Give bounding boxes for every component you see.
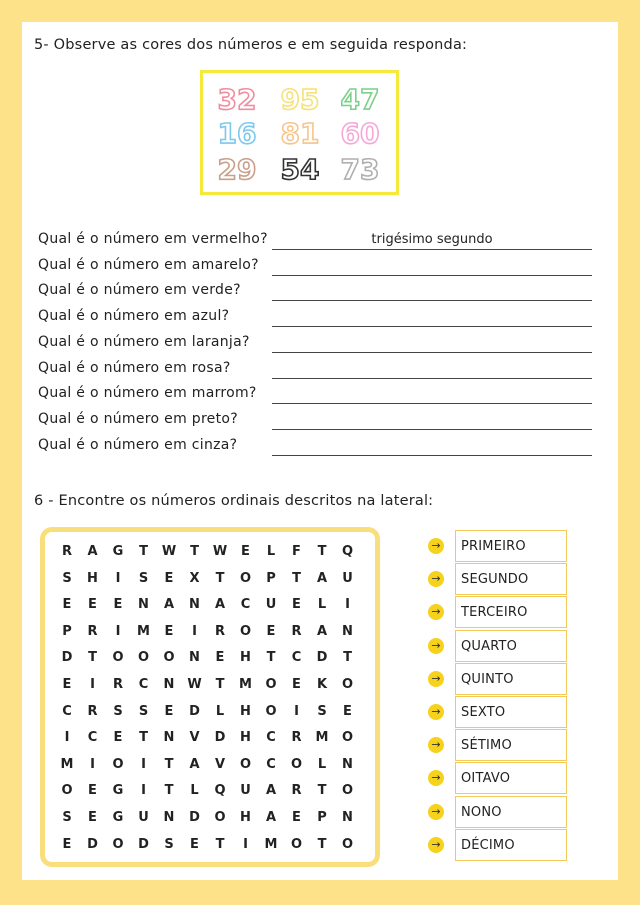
grid-letter[interactable]: T xyxy=(164,756,174,772)
grid-letter[interactable]: E xyxy=(190,836,199,852)
grid-letter[interactable]: S xyxy=(138,570,149,586)
grid-letter[interactable]: E xyxy=(88,783,97,799)
colored-number: 95 xyxy=(280,83,320,116)
grid-letter[interactable]: R xyxy=(87,623,98,639)
answer-line xyxy=(272,300,592,301)
grid-letter[interactable]: I xyxy=(90,677,95,692)
grid-letter[interactable]: U xyxy=(342,570,353,586)
grid-letter[interactable]: R xyxy=(61,544,72,559)
grid-letter[interactable]: H xyxy=(240,810,251,825)
grid-letter[interactable]: I xyxy=(243,836,248,852)
grid-letter[interactable]: A xyxy=(189,756,200,772)
answer-text[interactable]: trigésimo segundo xyxy=(371,232,493,247)
grid-letter[interactable]: N xyxy=(342,623,353,639)
answer-line xyxy=(272,326,592,327)
grid-letter[interactable]: O xyxy=(265,703,277,719)
grid-letter[interactable]: R xyxy=(214,623,225,639)
section6-title: 6 - Encontre os números ordinais descritos na lateral: xyxy=(34,493,434,509)
grid-letter[interactable]: Q xyxy=(214,783,226,799)
answer-line xyxy=(272,429,592,430)
grid-letter[interactable]: O xyxy=(163,650,175,666)
colored-numbers-figure xyxy=(203,73,396,192)
grid-letter[interactable]: F xyxy=(292,544,301,559)
grid-letter[interactable]: O xyxy=(239,570,252,586)
grid-letter[interactable]: W xyxy=(212,544,228,559)
grid-letter[interactable]: R xyxy=(291,730,302,746)
grid-letter[interactable]: L xyxy=(317,597,327,613)
arrow-right-icon: → xyxy=(428,671,444,687)
grid-letter[interactable]: A xyxy=(316,570,328,586)
question-text: Qual é o número em rosa? xyxy=(38,359,231,376)
ordinal-word: PRIMEIRO xyxy=(455,530,567,562)
grid-letter[interactable]: N xyxy=(163,677,175,692)
grid-letter[interactable]: N xyxy=(342,810,353,825)
grid-letter[interactable]: O xyxy=(341,836,354,852)
grid-letter[interactable]: P xyxy=(62,623,72,639)
ordinal-word: SÉTIMO xyxy=(455,729,567,761)
grid-letter[interactable]: O xyxy=(341,677,354,692)
grid-letter[interactable]: E xyxy=(113,730,123,746)
colored-number: 29 xyxy=(217,153,257,186)
grid-letter[interactable]: M xyxy=(315,730,329,746)
grid-letter[interactable]: S xyxy=(317,703,327,719)
colored-number: 32 xyxy=(217,83,257,116)
grid-letter[interactable]: N xyxy=(163,810,175,825)
question-text: Qual é o número em preto? xyxy=(38,410,238,427)
grid-letter[interactable]: C xyxy=(266,756,276,772)
grid-letter[interactable]: T xyxy=(190,544,199,559)
grid-letter[interactable]: E xyxy=(241,544,250,559)
grid-letter[interactable]: H xyxy=(240,730,251,746)
grid-letter[interactable]: N xyxy=(163,730,175,746)
colored-number: 16 xyxy=(217,117,257,150)
arrow-right-icon: → xyxy=(428,804,444,820)
grid-letter[interactable]: A xyxy=(265,783,277,799)
answer-line xyxy=(272,455,592,456)
grid-letter[interactable]: I xyxy=(345,597,350,613)
grid-letter[interactable]: U xyxy=(240,783,251,799)
grid-letter[interactable]: A xyxy=(87,544,98,559)
grid-letter[interactable]: S xyxy=(164,836,174,852)
grid-letter[interactable]: I xyxy=(294,703,299,719)
grid-letter[interactable]: O xyxy=(137,650,150,666)
grid-letter[interactable]: T xyxy=(317,836,327,852)
colored-number: 73 xyxy=(340,153,380,186)
colored-number: 47 xyxy=(340,83,380,116)
ordinal-word: DÉCIMO xyxy=(455,829,567,861)
worksheet-page xyxy=(22,22,618,880)
ordinal-word: SEGUNDO xyxy=(455,563,567,595)
grid-letter[interactable]: E xyxy=(88,597,97,613)
grid-letter[interactable]: U xyxy=(265,597,277,613)
question-text: Qual é o número em azul? xyxy=(38,308,230,325)
grid-letter[interactable]: K xyxy=(316,677,328,692)
grid-letter[interactable]: E xyxy=(266,623,276,639)
grid-letter[interactable]: G xyxy=(112,783,124,799)
grid-letter[interactable]: C xyxy=(266,730,276,746)
grid-letter[interactable]: R xyxy=(87,703,98,719)
grid-letter[interactable]: L xyxy=(317,756,327,772)
grid-letter[interactable]: H xyxy=(240,650,251,666)
arrow-right-icon: → xyxy=(428,571,444,587)
question-text: Qual é o número em amarelo? xyxy=(38,256,259,273)
colored-number: 60 xyxy=(340,117,380,150)
question-text: Qual é o número em marrom? xyxy=(38,385,257,402)
grid-letter[interactable]: T xyxy=(88,650,97,666)
grid-letter[interactable]: O xyxy=(290,836,303,852)
grid-letter[interactable]: E xyxy=(62,836,72,852)
grid-letter[interactable]: T xyxy=(317,783,327,799)
answer-line xyxy=(272,275,592,276)
grid-letter[interactable]: N xyxy=(189,597,200,613)
ordinal-word: TERCEIRO xyxy=(455,596,567,628)
grid-letter[interactable]: O xyxy=(239,623,252,639)
ordinal-word: QUINTO xyxy=(455,663,567,695)
grid-letter[interactable]: T xyxy=(139,730,148,746)
grid-letter[interactable]: T xyxy=(139,544,148,559)
grid-letter[interactable]: D xyxy=(316,650,328,666)
answer-line xyxy=(272,249,592,250)
grid-letter[interactable]: E xyxy=(292,597,301,613)
grid-letter[interactable]: O xyxy=(112,836,124,852)
grid-letter[interactable]: Q xyxy=(341,544,354,559)
grid-letter[interactable]: C xyxy=(62,703,72,719)
grid-letter[interactable]: S xyxy=(113,703,123,719)
answer-line xyxy=(272,352,592,353)
grid-letter[interactable]: E xyxy=(62,677,72,692)
grid-letter[interactable]: C xyxy=(87,730,98,746)
grid-letter[interactable]: G xyxy=(112,544,124,559)
grid-letter[interactable]: I xyxy=(115,623,121,639)
grid-letter[interactable]: T xyxy=(215,570,225,586)
grid-letter[interactable]: O xyxy=(290,756,303,772)
grid-letter[interactable]: W xyxy=(161,544,177,559)
grid-letter[interactable]: E xyxy=(164,623,174,639)
grid-letter[interactable]: O xyxy=(265,677,277,692)
grid-letter[interactable]: E xyxy=(62,597,72,613)
grid-letter[interactable]: D xyxy=(214,730,226,746)
arrow-right-icon: → xyxy=(428,737,444,753)
question-text: Qual é o número em laranja? xyxy=(38,333,250,350)
grid-letter[interactable]: R xyxy=(291,623,302,639)
grid-letter[interactable]: V xyxy=(214,756,226,772)
question-text: Qual é o número em cinza? xyxy=(38,436,238,453)
grid-letter[interactable]: C xyxy=(240,597,251,613)
question-text: Qual é o número em vermelho? xyxy=(38,231,268,247)
grid-letter[interactable]: S xyxy=(62,570,72,586)
ordinal-word: SEXTO xyxy=(455,696,567,728)
grid-letter[interactable]: T xyxy=(292,570,301,586)
grid-letter[interactable]: E xyxy=(292,810,301,825)
colored-number: 54 xyxy=(280,153,320,186)
answer-line xyxy=(272,378,592,379)
grid-letter[interactable]: S xyxy=(62,810,72,825)
grid-letter[interactable]: O xyxy=(61,783,73,799)
grid-letter[interactable]: M xyxy=(60,756,74,772)
grid-letter[interactable]: E xyxy=(292,677,301,692)
grid-letter[interactable]: C xyxy=(138,677,149,692)
grid-letter[interactable]: O xyxy=(112,650,124,666)
grid-letter[interactable]: E xyxy=(88,810,97,825)
ordinal-word: OITAVO xyxy=(455,762,567,794)
grid-letter[interactable]: D xyxy=(61,650,73,666)
arrow-right-icon: → xyxy=(428,770,444,786)
grid-letter[interactable]: R xyxy=(112,677,123,692)
grid-letter[interactable]: D xyxy=(87,836,98,852)
colored-numbers-box xyxy=(200,70,399,195)
grid-letter[interactable]: C xyxy=(291,650,302,666)
grid-letter[interactable]: I xyxy=(141,756,146,772)
grid-letter[interactable]: N xyxy=(138,597,149,613)
grid-letter[interactable]: T xyxy=(164,783,174,799)
grid-letter[interactable]: L xyxy=(266,544,276,559)
grid-letter[interactable]: H xyxy=(87,570,98,586)
grid-letter[interactable]: O xyxy=(112,756,124,772)
grid-letter[interactable]: P xyxy=(317,810,327,825)
answer-line xyxy=(272,403,592,404)
grid-letter[interactable]: I xyxy=(141,783,146,799)
grid-letter[interactable]: E xyxy=(215,650,225,666)
grid-letter[interactable]: I xyxy=(90,756,95,772)
grid-letter[interactable]: V xyxy=(189,730,200,746)
grid-letter[interactable]: O xyxy=(239,756,252,772)
section5-title: 5- Observe as cores dos números e em seguida responda: xyxy=(34,37,468,53)
grid-letter[interactable]: W xyxy=(187,677,202,692)
ordinal-word: NONO xyxy=(455,796,567,828)
grid-letter[interactable]: E xyxy=(343,703,352,719)
grid-letter[interactable]: S xyxy=(138,703,149,719)
arrow-right-icon: → xyxy=(428,638,444,654)
arrow-right-icon: → xyxy=(428,837,444,853)
grid-letter[interactable]: E xyxy=(113,597,123,613)
colored-number: 81 xyxy=(280,117,320,150)
word-search-grid xyxy=(40,527,380,867)
grid-letter[interactable]: I xyxy=(64,730,70,746)
grid-letter[interactable]: N xyxy=(189,650,200,666)
grid-letter[interactable]: A xyxy=(214,597,226,613)
ordinal-word: QUARTO xyxy=(455,630,567,662)
grid-letter[interactable]: N xyxy=(342,756,353,772)
grid-letter[interactable]: O xyxy=(341,730,354,746)
question-text: Qual é o número em verde? xyxy=(38,282,241,299)
grid-letter[interactable]: M xyxy=(264,836,278,852)
arrow-right-icon: → xyxy=(428,538,444,554)
grid-letter[interactable]: T xyxy=(215,836,225,852)
grid-letter[interactable]: U xyxy=(138,810,149,825)
grid-letter[interactable]: I xyxy=(192,623,197,639)
grid-letter[interactable]: L xyxy=(215,703,225,719)
grid-letter[interactable]: A xyxy=(265,810,277,825)
grid-letter[interactable]: G xyxy=(112,810,124,825)
arrow-right-icon: → xyxy=(428,704,444,720)
arrow-right-icon: → xyxy=(428,604,444,620)
grid-letter[interactable]: P xyxy=(266,570,276,586)
grid-letter[interactable]: R xyxy=(291,783,302,799)
grid-letter[interactable]: E xyxy=(164,703,174,719)
grid-letter[interactable]: H xyxy=(240,703,251,719)
grid-letter[interactable]: X xyxy=(189,570,200,586)
grid-letter[interactable]: O xyxy=(341,783,354,799)
grid-letter[interactable]: O xyxy=(214,810,226,825)
grid-letter[interactable]: M xyxy=(137,623,150,639)
grid-letter[interactable]: M xyxy=(239,677,252,692)
grid-letter[interactable]: D xyxy=(189,810,200,825)
grid-letter[interactable]: T xyxy=(317,544,327,559)
grid-letter[interactable]: L xyxy=(190,783,199,799)
grid-letter[interactable]: D xyxy=(138,836,149,852)
grid-letter[interactable]: A xyxy=(163,597,175,613)
grid-letter[interactable]: T xyxy=(266,650,276,666)
grid-letter[interactable]: T xyxy=(343,650,352,666)
grid-letter[interactable]: E xyxy=(164,570,174,586)
grid-letter[interactable]: A xyxy=(316,623,328,639)
grid-letter[interactable]: D xyxy=(189,703,200,719)
grid-letter[interactable]: T xyxy=(215,677,225,692)
grid-letter[interactable]: I xyxy=(115,570,121,586)
